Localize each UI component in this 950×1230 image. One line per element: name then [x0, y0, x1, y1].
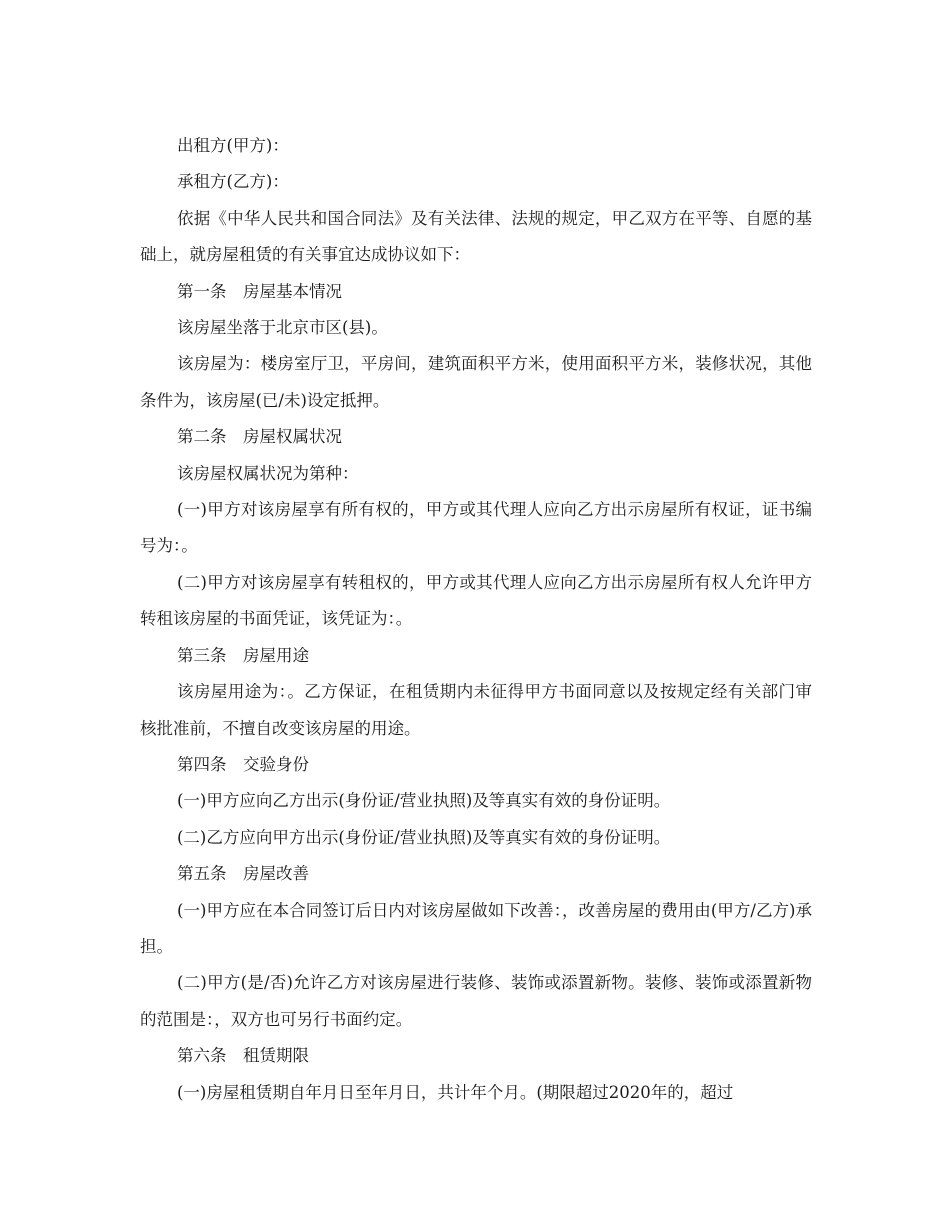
party-b-line: 承租方(乙方)：: [177, 172, 289, 192]
article-5-clause-1: (一)甲方应在本合同签订后日内对该房屋做如下改善：，改善房屋的费用由(甲方/乙方)承担。: [140, 900, 812, 956]
article-2-clause-1: (一)甲方对该房屋享有所有权的，甲方或其代理人应向乙方出示房屋所有权证，证书编号为：。: [140, 500, 812, 556]
preamble-paragraph: 依据《中华人民共和国合同法》及有关法律、法规的规定，甲乙双方在平等、自愿的基础上，就房屋租赁的有关事宜达成协议如下：: [140, 208, 812, 265]
party-a-line: 出租方(甲方)：: [177, 136, 289, 155]
article-3-heading: 第三条 房屋用途: [177, 645, 309, 665]
article-1-details: 该房屋为：楼房室厅卫，平房间，建筑面积平方米，使用面积平方米，装修状况，其他条件为，该房屋(已/未)设定抵押。: [140, 354, 812, 410]
article-5-heading: 第五条 房屋改善: [177, 864, 309, 884]
article-2-intro: 该房屋权属状况为第种：: [177, 463, 359, 483]
article-5-clause-2: (二)甲方(是/否)允许乙方对该房屋进行装修、装饰或添置新物。装修、装饰或添置新物的范围是：，双方也可另行书面约定。: [140, 973, 812, 1029]
article-1-heading: 第一条 房屋基本情况: [177, 281, 342, 301]
article-2-heading: 第二条 房屋权属状况: [177, 427, 342, 447]
article-1-location: 该房屋坐落于北京市区(县)。: [177, 318, 388, 338]
article-4-clause-2: (二)乙方应向甲方出示(身份证/营业执照)及等真实有效的身份证明。: [177, 827, 671, 847]
article-3-body: 该房屋用途为：。乙方保证，在租赁期内未征得甲方书面同意以及按规定经有关部门审核批准前，不擅自改变该房屋的用途。: [140, 682, 812, 738]
article-2-clause-2: (二)甲方对该房屋享有转租权的，甲方或其代理人应向乙方出示房屋所有权人允许甲方转租该房屋的书面凭证，该凭证为：。: [140, 572, 812, 629]
article-6-clause-1: (一)房屋租赁期自年月日至年月日，共计年个月。(期限超过2020年的，超过: [177, 1082, 734, 1102]
contract-body: [140, 128, 812, 1111]
article-4-clause-1: (一)甲方应向乙方出示(身份证/营业执照)及等真实有效的身份证明。: [177, 791, 671, 811]
article-6-heading: 第六条 租赁期限: [177, 1046, 309, 1066]
article-4-heading: 第四条 交验身份: [177, 754, 309, 774]
